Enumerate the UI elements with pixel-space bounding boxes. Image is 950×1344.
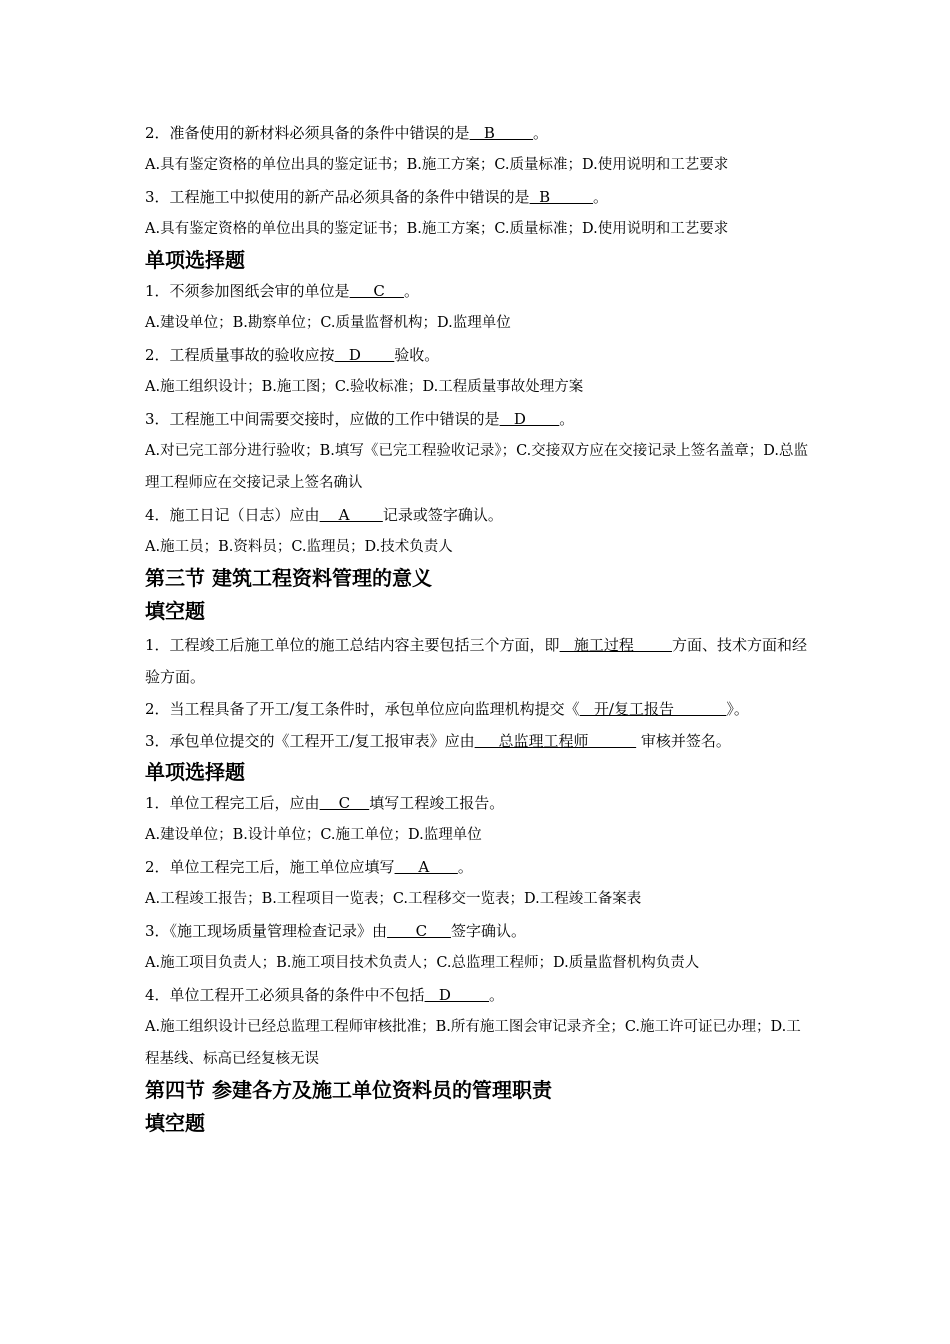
mc2-question-2-options: A.工程竣工报告；B.工程项目一览表；C.工程移交一览表；D.工程竣工备案表 bbox=[145, 891, 642, 907]
fill-question-3 bbox=[145, 725, 810, 757]
mc2-question-2 bbox=[145, 851, 810, 883]
question-text: 工程施工中拟使用的新产品必须具备的条件中错误的是 bbox=[169, 188, 530, 206]
question-number: 3． bbox=[145, 188, 170, 206]
question-text-end: 。 bbox=[457, 858, 473, 876]
answer-blank: B bbox=[469, 124, 534, 142]
question-text: 准备使用的新材料必须具备的条件中错误的是 bbox=[169, 124, 470, 142]
question-text: 《施工现场质量管理检查记录》由 bbox=[169, 922, 388, 940]
question-text-end: 。 bbox=[593, 188, 609, 206]
mc-question-1-options: A.建设单位；B.勘察单位；C.质量监督机构；D.监理单位 bbox=[145, 315, 511, 331]
answer-blank: D bbox=[334, 346, 395, 364]
heading-multiple-choice-2: 单项选择题 bbox=[145, 760, 245, 784]
question-text-end: 方面、技术方面和经验方面。 bbox=[145, 636, 808, 686]
question-text: 工程竣工后施工单位的施工总结内容主要包括三个方面，即 bbox=[169, 636, 560, 654]
question-2-options: A.具有鉴定资格的单位出具的鉴定证书；B.施工方案；C.质量标准；D.使用说明和工艺要求 bbox=[145, 157, 729, 173]
question-2 bbox=[145, 117, 810, 149]
answer-blank: C bbox=[319, 794, 370, 812]
answer-blank: 施工过程 bbox=[559, 636, 673, 654]
mc2-question-1 bbox=[145, 787, 810, 819]
answer-blank: C bbox=[387, 922, 451, 940]
question-number: 2． bbox=[145, 346, 170, 364]
mc-question-3 bbox=[145, 403, 810, 435]
mc-question-4-options: A.施工员；B.资料员；C.监理员；D.技术负责人 bbox=[145, 539, 453, 555]
answer-blank: D bbox=[499, 410, 560, 428]
mc2-question-4 bbox=[145, 979, 810, 1011]
heading-fill-in: 填空题 bbox=[145, 599, 205, 623]
answer-blank: A bbox=[319, 506, 383, 524]
heading-multiple-choice: 单项选择题 bbox=[145, 248, 245, 272]
question-number: 4． bbox=[145, 506, 170, 524]
question-number: 3． bbox=[145, 922, 170, 940]
question-number: 1． bbox=[145, 794, 170, 812]
fill-question-1 bbox=[145, 629, 810, 693]
question-text: 工程质量事故的验收应按 bbox=[169, 346, 335, 364]
mc2-question-3 bbox=[145, 915, 810, 947]
question-number: 2． bbox=[145, 124, 170, 142]
question-text-end: 。 bbox=[559, 410, 575, 428]
question-text: 承包单位提交的《工程开工/复工报审表》应由 bbox=[169, 732, 475, 750]
question-text: 单位工程开工必须具备的条件中不包括 bbox=[169, 986, 425, 1004]
question-number: 2． bbox=[145, 858, 170, 876]
answer-blank: C bbox=[349, 282, 404, 300]
answer-blank: D bbox=[424, 986, 490, 1004]
answer-blank: A bbox=[394, 858, 458, 876]
question-3 bbox=[145, 181, 810, 213]
question-number: 1． bbox=[145, 636, 170, 654]
question-text: 单位工程完工后，应由 bbox=[169, 794, 320, 812]
answer-blank: B bbox=[529, 188, 594, 206]
question-number: 3． bbox=[145, 732, 170, 750]
question-text-end: 。 bbox=[489, 986, 505, 1004]
document-page bbox=[145, 117, 810, 1141]
question-text-end: 》。 bbox=[726, 700, 749, 718]
fill-question-2 bbox=[145, 693, 810, 725]
question-number: 1． bbox=[145, 282, 170, 300]
mc-question-1 bbox=[145, 275, 810, 307]
answer-blank: 总监理工程师 bbox=[474, 732, 637, 750]
question-text: 单位工程完工后，施工单位应填写 bbox=[169, 858, 395, 876]
question-text: 当工程具备了开工/复工条件时，承包单位应向监理机构提交《 bbox=[169, 700, 580, 718]
mc-question-2 bbox=[145, 339, 810, 371]
mc-question-2-options: A.施工组织设计；B.施工图；C.验收标准；D.工程质量事故处理方案 bbox=[145, 379, 584, 395]
mc2-question-4-options: A.施工组织设计已经总监理工程师审核批准；B.所有施工图会审记录齐全；C.施工许可证已办理；D.工程基线、标高已经复核无误 bbox=[145, 1019, 801, 1067]
mc2-question-1-options: A.建设单位；B.设计单位；C.施工单位；D.监理单位 bbox=[145, 827, 482, 843]
question-text: 不须参加图纸会审的单位是 bbox=[169, 282, 350, 300]
question-text: 工程施工中间需要交接时，应做的工作中错误的是 bbox=[169, 410, 500, 428]
question-3-options: A.具有鉴定资格的单位出具的鉴定证书；B.施工方案；C.质量标准；D.使用说明和工艺要求 bbox=[145, 221, 729, 237]
question-text: 施工日记（日志）应由 bbox=[169, 506, 320, 524]
heading-fill-in-2: 填空题 bbox=[145, 1111, 205, 1135]
answer-blank: 开/复工报告 bbox=[579, 700, 727, 718]
section-4-title: 第四节 参建各方及施工单位资料员的管理职责 bbox=[145, 1078, 552, 1102]
question-text-end: 签字确认。 bbox=[451, 922, 527, 940]
question-number: 4． bbox=[145, 986, 170, 1004]
mc-question-4 bbox=[145, 499, 810, 531]
question-text-end: 填写工程竣工报告。 bbox=[369, 794, 505, 812]
question-text-end: 。 bbox=[533, 124, 549, 142]
section-3-title: 第三节 建筑工程资料管理的意义 bbox=[145, 566, 432, 590]
question-text-end: 记录或签字确认。 bbox=[382, 506, 503, 524]
mc2-question-3-options: A.施工项目负责人；B.施工项目技术负责人；C.总监理工程师；D.质量监督机构负责人 bbox=[145, 955, 700, 971]
question-text-end: 。 bbox=[403, 282, 419, 300]
question-number: 2． bbox=[145, 700, 170, 718]
question-text-end: 验收。 bbox=[394, 346, 440, 364]
question-text-end: 审核并签名。 bbox=[636, 732, 731, 750]
mc-question-3-options: A.对已完工部分进行验收；B.填写《已完工程验收记录》；C.交接双方应在交接记录上签名盖章；D.总监理工程师应在交接记录上签名确认 bbox=[145, 443, 808, 491]
question-number: 3． bbox=[145, 410, 170, 428]
